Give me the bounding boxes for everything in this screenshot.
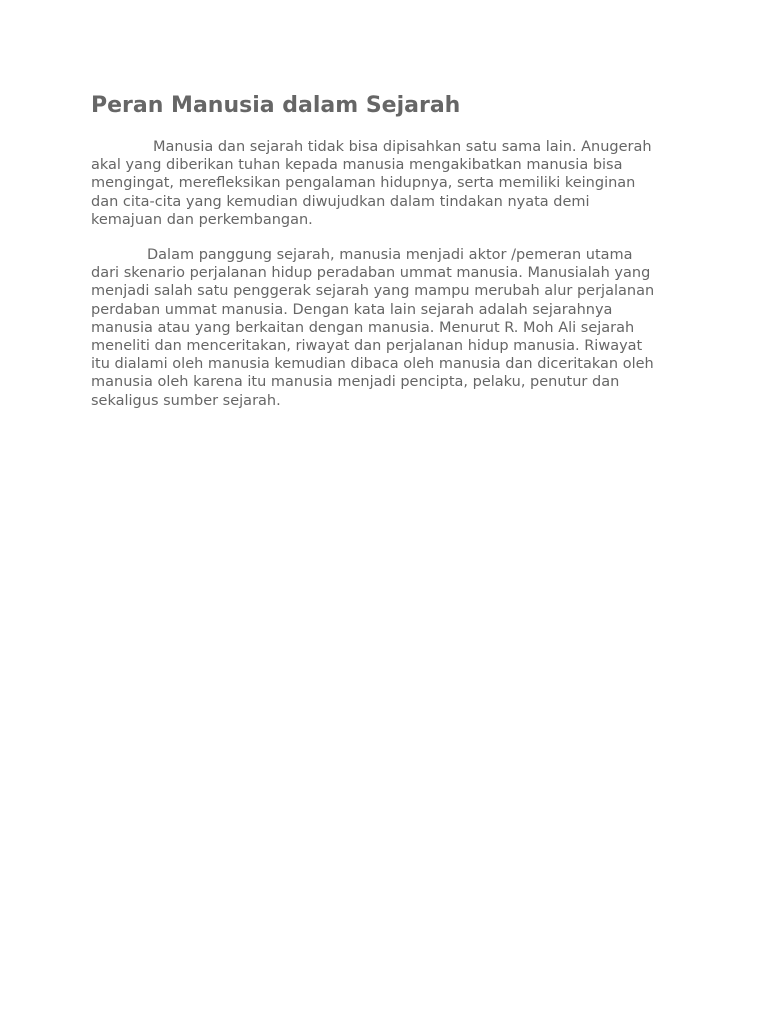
- paragraph-line: kemajuan dan perkembangan.: [91, 211, 313, 228]
- paragraph-line: Dalam panggung sejarah, manusia menjadi aktor /pemeran utama: [147, 247, 633, 263]
- paragraph-line: Manusia dan sejarah tidak bisa dipisahkan satu sama lain. Anugerah: [153, 139, 652, 155]
- paragraph-line: menjadi salah satu penggerak sejarah yang mampu merubah alur perjalanan: [91, 283, 655, 300]
- paragraph-line: dan cita-cita yang kemudian diwujudkan dalam tindakan nyata demi: [91, 193, 590, 210]
- paragraph-line: meneliti dan menceritakan, riwayat dan perjalanan hidup manusia. Riwayat: [91, 338, 643, 355]
- paragraph-line: itu dialami oleh manusia kemudian dibaca oleh manusia dan diceritakan oleh: [91, 356, 654, 373]
- paragraph-2: [91, 246, 654, 410]
- document-title: Peran Manusia dalam Sejarah: [91, 93, 461, 118]
- paragraph-line: perdaban ummat manusia. Dengan kata lain sejarah adalah sejarahnya: [91, 301, 613, 318]
- paragraph-line: sekaligus sumber sejarah.: [91, 392, 281, 409]
- paragraph-1: [91, 138, 652, 229]
- document-page: [91, 90, 691, 409]
- paragraph-line: mengingat, merefleksikan pengalaman hidupnya, serta memiliki keinginan: [91, 175, 636, 192]
- paragraph-line: akal yang diberikan tuhan kepada manusia mengakibatkan manusia bisa: [91, 157, 623, 174]
- paragraph-line: dari skenario perjalanan hidup peradaban ummat manusia. Manusialah yang: [91, 265, 651, 282]
- paragraph-line: manusia atau yang berkaitan dengan manusia. Menurut R. Moh Ali sejarah: [91, 319, 635, 336]
- paragraph-line: manusia oleh karena itu manusia menjadi pencipta, pelaku, penutur dan: [91, 374, 620, 391]
